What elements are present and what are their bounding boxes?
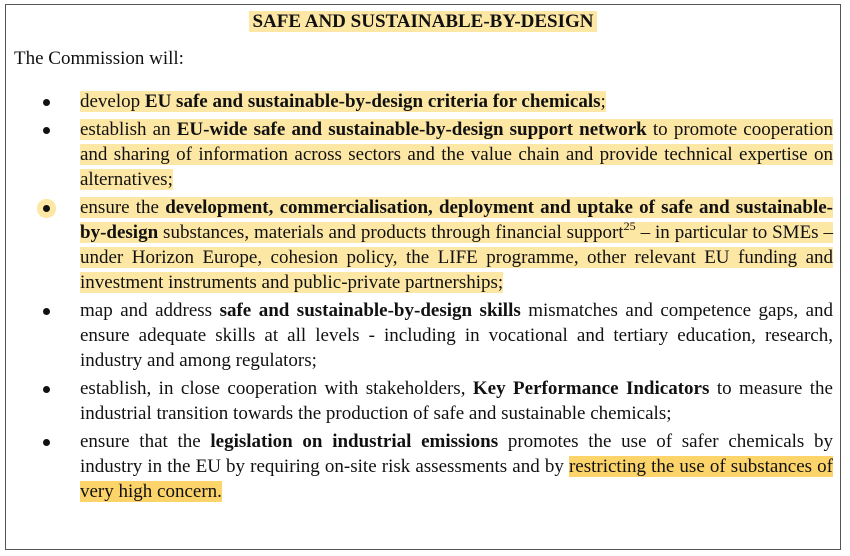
item-text <box>80 378 833 424</box>
footnote-marker[interactable]: 25 <box>623 219 636 233</box>
bullet-icon <box>43 439 50 446</box>
list-item <box>6 298 840 373</box>
item-bold-text: Key Performance Indicators <box>472 378 710 399</box>
item-bold-text: EU-wide safe and sustainable-by-design support network <box>176 119 647 140</box>
item-highlighted-text: restricting the use of substances of very high concern. <box>80 456 833 502</box>
bullet-icon <box>43 205 50 212</box>
bullet-icon <box>43 386 50 393</box>
item-text <box>80 91 606 112</box>
item-text <box>80 119 833 190</box>
text-box <box>5 4 841 550</box>
item-text-run: mismatches and competence gaps, and ensure adequate skills at all levels - including in vocational and tertiary education, research, industry and among regulators; <box>80 300 833 371</box>
bullet-icon <box>43 99 50 106</box>
item-bold-text: EU safe and sustainable-by-design criteria for chemicals <box>144 91 601 112</box>
list-item <box>6 195 840 295</box>
list-item <box>6 89 840 114</box>
item-bold-text: development, commercialisation, deployment and uptake of safe and sustainable-by-design <box>80 197 833 243</box>
item-text-run: map and address <box>80 300 220 321</box>
item-text <box>80 300 833 371</box>
intro-text: The Commission will: <box>14 48 184 69</box>
list-item <box>6 429 840 504</box>
item-text-run: – in particular to SMEs – under Horizon Europe, cohesion policy, the LIFE programme, other relevant EU funding and investment instruments and public-private partnerships; <box>80 222 833 293</box>
item-text-run: ensure that the <box>80 431 211 452</box>
list-item <box>6 117 840 192</box>
item-text-run: to promote cooperation and sharing of information across sectors and the value chain and provide technical expertise on alternatives; <box>80 119 833 190</box>
item-text-run: ensure the <box>80 197 166 218</box>
bullet-icon <box>43 127 50 134</box>
item-text-run: promotes the use of safer chemicals by industry in the EU by requiring on-site risk assessments and by <box>80 431 833 477</box>
item-text-run: develop <box>80 91 145 112</box>
item-text-run: to measure the industrial transition towards the production of safe and sustainable chemicals; <box>80 378 833 424</box>
bullet-icon <box>43 308 50 315</box>
item-text <box>80 197 833 293</box>
box-title <box>6 10 840 34</box>
item-bold-text: safe and sustainable-by-design skills <box>219 300 521 321</box>
list-item <box>6 376 840 426</box>
item-text-run: ; <box>600 91 606 112</box>
item-bold-text: legislation on industrial emissions <box>210 431 499 452</box>
commitment-list <box>6 89 840 507</box>
item-text-run: establish, in close cooperation with stakeholders, <box>80 378 473 399</box>
item-text-run: substances, materials and products through financial support <box>158 222 624 243</box>
item-text <box>80 431 833 502</box>
box-title-text: SAFE AND SUSTAINABLE-BY-DESIGN <box>249 11 596 32</box>
item-text-run: establish an <box>80 119 177 140</box>
